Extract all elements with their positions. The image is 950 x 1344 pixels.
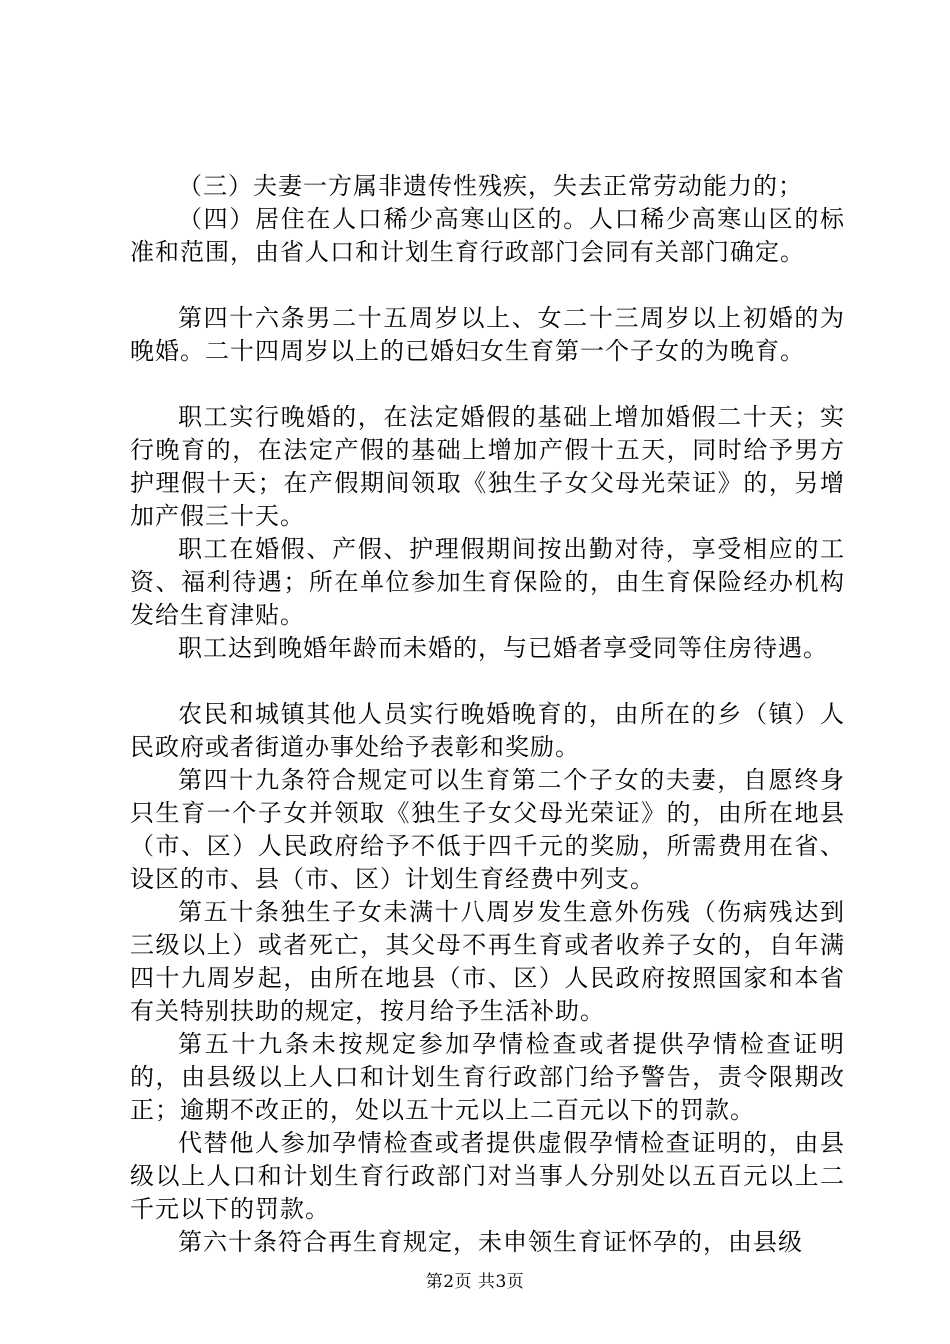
- paragraph-7: 农民和城镇其他人员实行晚婚晚育的，由所在的乡（镇）人民政府或者街道办事处给予表彰和奖励。: [130, 700, 845, 761]
- paragraph-gap: [130, 368, 845, 401]
- paragraph-10: 第五十九条未按规定参加孕情检查或者提供孕情检查证明的，由县级以上人口和计划生育行政部门给予警告，责令限期改正；逾期不改正的，处以五十元以上二百元以下的罚款。: [130, 1030, 845, 1124]
- paragraph-6: 职工达到晚婚年龄而未婚的，与已婚者享受同等住房待遇。: [178, 634, 828, 662]
- paragraph-8: 第四十九条符合规定可以生育第二个子女的夫妻，自愿终身只生育一个子女并领取《独生子女父母光荣证》的，由所在地县（市、区）人民政府给予不低于四千元的奖励，所需费用在省、设区的市、县（市、区）计划生育经费中列支。: [130, 766, 845, 893]
- paragraph-gap: [130, 269, 845, 302]
- paragraph-2: （四）居住在人口稀少高寒山区的。人口稀少高寒山区的标准和范围，由省人口和计划生育行政部门会同有关部门确定。: [130, 205, 845, 266]
- document-body: [130, 170, 845, 1259]
- paragraph-12: 第六十条符合再生育规定，未申领生育证怀孕的，由县级: [178, 1228, 803, 1256]
- page-footer: 第2页 共3页: [425, 1272, 525, 1292]
- paragraph-5: 职工在婚假、产假、护理假期间按出勤对待，享受相应的工资、福利待遇；所在单位参加生育保险的，由生育保险经办机构发给生育津贴。: [130, 535, 845, 629]
- paragraph-9: 第五十条独生子女未满十八周岁发生意外伤残（伤病残达到三级以上）或者死亡，其父母不再生育或者收养子女的，自年满四十九周岁起，由所在地县（市、区）人民政府按照国家和本省有关特别扶助的规定，按月给予生活补助。: [130, 898, 845, 1025]
- paragraph-1: （三）夫妻一方属非遗传性残疾，失去正常劳动能力的；: [178, 172, 803, 200]
- paragraph-4: 职工实行晚婚的，在法定婚假的基础上增加婚假二十天；实行晚育的，在法定产假的基础上增加产假十五天，同时给予男方护理假十天；在产假期间领取《独生子女父母光荣证》的，另增加产假三十天。: [130, 403, 845, 530]
- paragraph-3: 第四十六条男二十五周岁以上、女二十三周岁以上初婚的为晚婚。二十四周岁以上的已婚妇女生育第一个子女的为晚育。: [130, 304, 845, 365]
- paragraph-gap: [130, 665, 845, 698]
- paragraph-11: 代替他人参加孕情检查或者提供虚假孕情检查证明的，由县级以上人口和计划生育行政部门对当事人分别处以五百元以上二千元以下的罚款。: [130, 1129, 845, 1223]
